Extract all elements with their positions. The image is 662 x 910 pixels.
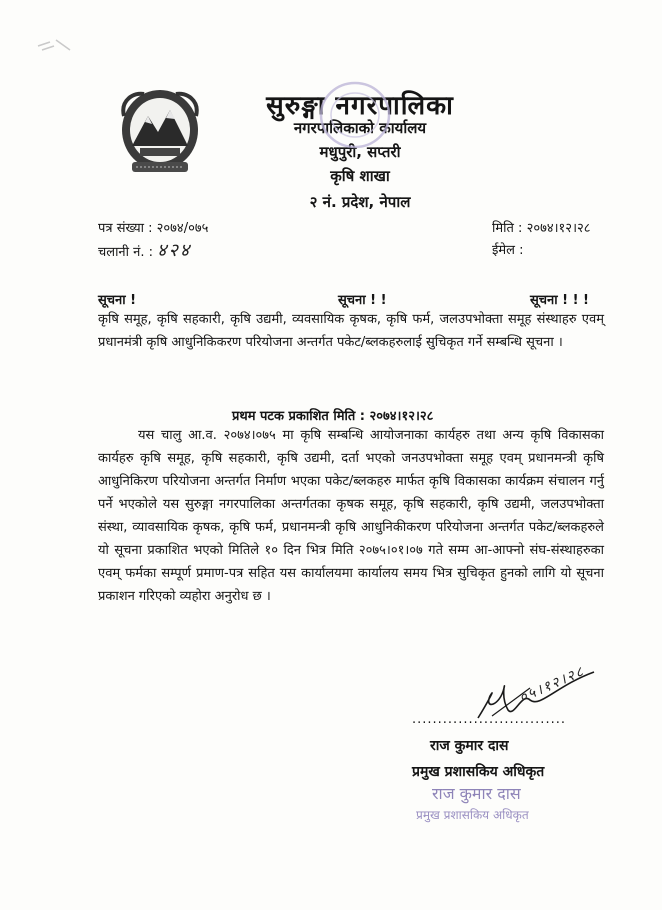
org-name: सुरुङ्गा नगरपालिका bbox=[266, 91, 454, 121]
scan-mark bbox=[36, 36, 76, 56]
signature-date: ०५।१२।२८ bbox=[516, 663, 588, 707]
email-label: ईमेल : bbox=[492, 243, 524, 258]
name-stamp: राज कुमार दास bbox=[432, 784, 521, 803]
email-line bbox=[492, 240, 523, 258]
date-value: २०७४।१२।२८ bbox=[526, 221, 591, 236]
date-label: मिति : bbox=[492, 221, 523, 236]
signatory-name: राज कुमार दास bbox=[430, 738, 509, 754]
notice-heading-2: सूचना ! ! bbox=[338, 293, 387, 308]
province-line: २ नं. प्रदेश, नेपाल bbox=[309, 193, 411, 211]
office-location: मधुपुरी, सप्तरी bbox=[319, 143, 401, 161]
letter-number bbox=[98, 218, 208, 236]
dispatch-number-label: चलानी नं. : bbox=[98, 245, 154, 260]
notice-heading-1: सूचना ! bbox=[98, 293, 137, 308]
dispatch-number bbox=[98, 238, 191, 262]
section-name: कृषि शाखा bbox=[330, 167, 390, 185]
office-stamp-icon bbox=[318, 80, 392, 150]
signatory-title: प्रमुख प्रशासकिय अधिकृत bbox=[412, 764, 545, 780]
notice-body: यस चालु आ.व. २०७४।०७५ मा कृषि सम्बन्धि आयोजनाका कार्यहरु तथा अन्य कृषि विकासका कार्यहरु कृषि समूह, कृषि सहकारी, कृषि उद्यमी, दर्ता भएको जनउपभोक्ता समूह एवम् प्रधानमन्त्री कृषि आधुनिकिरण परियोजना अन्तर्गत निर्माण भएका पकेट/ब्लकहरु मार्फत कृषि विकासका कार्यक्रम संचालन गर्नु पर्ने भएकोले यस सुरुङ्गा नगरपालिका अन्तर्गतका कृषक समूह, कृषि सहकारी, कृषि उद्यमी, जलउपभोक्ता संस्था, व्यावसायिक कृषक, कृषि फर्म, प्रधानमन्त्री कृषि आधुनिकीकरण परियोजना अन्तर्गत पकेट/ब्लकहरुले यो सूचना प्रकाशित भएको मितिले १० दिन भित्र मिति २०७५।०१।०७ गते सम्म आ-आफ्नो संघ-संस्थाहरुका एवम् फर्मका सम्पूर्ण प्रमाण-पत्र सहित यस कार्यालयमा कार्यालय समय भित्र सुचिकृत हुनको लागि यो सूचना प्रकाशन गरिएको व्यहोरा अनुरोध छ । bbox=[98, 428, 604, 604]
notice-heading-3: सूचना ! ! ! bbox=[530, 293, 589, 308]
published-date-line: प्रथम पटक प्रकाशित मिति : २०७४।१२।२८ bbox=[232, 409, 434, 424]
dispatch-number-value: ४२४ bbox=[157, 240, 192, 261]
title-stamp: प्रमुख प्रशासकिय अधिकृत bbox=[416, 808, 529, 822]
letter-number-label: पत्र संख्या : bbox=[98, 221, 153, 236]
office-name: नगरपालिकाको कार्यालय bbox=[293, 119, 427, 137]
signature-dots: .............................. bbox=[412, 712, 566, 727]
letter-date bbox=[492, 218, 591, 236]
letter-number-value: २०७४/०७५ bbox=[156, 221, 209, 236]
notice-subject: कृषि समूह, कृषि सहकारी, कृषि उद्यमी, व्यवसायिक कृषक, कृषि फर्म, जलउपभोक्ता समूह संस्थाहरु एवम् प्रधानमंत्री कृषि आधुनिकिकरण परियोजना अन्तर्गत पकेट/ब्लकहरुलाई सुचिकृत गर्ने सम्बन्धि सूचना । bbox=[98, 312, 604, 350]
